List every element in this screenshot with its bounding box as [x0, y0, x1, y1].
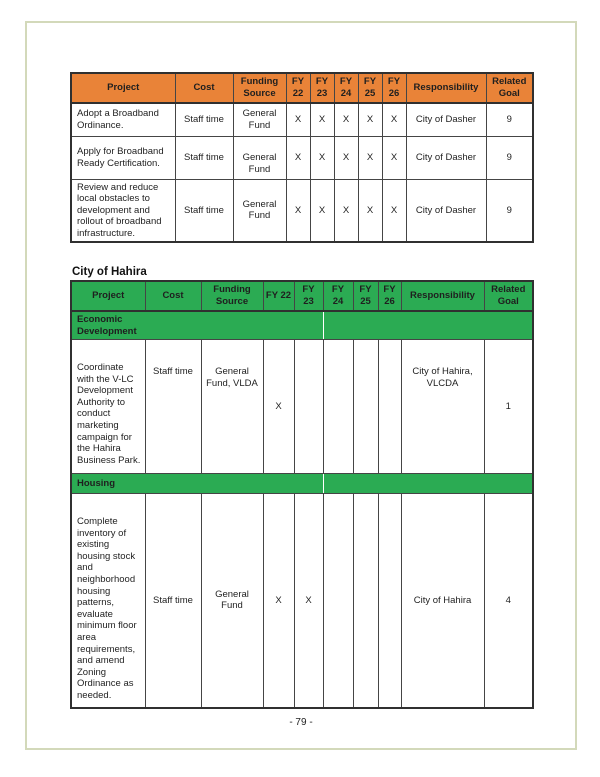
hahira-action-table	[70, 280, 534, 709]
fy22-cell: X	[263, 340, 294, 474]
cost-cell: Staff time	[145, 494, 201, 708]
cost-cell: Staff time	[175, 136, 233, 179]
column-header-fy26: FY 26	[378, 281, 401, 311]
table-row	[71, 179, 533, 242]
cost-cell: Staff time	[175, 179, 233, 242]
hahira-header-row	[71, 281, 533, 311]
fy26-cell: X	[382, 136, 406, 179]
column-header-fy22: FY 22	[286, 73, 310, 103]
fy22-cell: X	[286, 103, 310, 136]
fy25-cell	[353, 494, 378, 708]
column-header-cost: Cost	[175, 73, 233, 103]
column-header-fy22: FY 22	[263, 281, 294, 311]
table-row	[71, 340, 533, 474]
related-goal-cell: 1	[484, 340, 533, 474]
fy25-cell: X	[358, 103, 382, 136]
fy23-cell: X	[310, 136, 334, 179]
section-filler-cell	[323, 474, 533, 494]
fy26-cell: X	[382, 103, 406, 136]
fy23-cell: X	[294, 494, 323, 708]
column-header-related-goal: Related Goal	[484, 281, 533, 311]
fy24-cell	[323, 340, 353, 474]
fy22-cell: X	[263, 494, 294, 708]
section-heading-city-of-hahira: City of Hahira	[72, 266, 147, 278]
column-header-fy25: FY 25	[353, 281, 378, 311]
column-header-responsibility: Responsibility	[406, 73, 486, 103]
responsibility-cell: City of Hahira	[401, 494, 484, 708]
fy26-cell	[378, 494, 401, 708]
cost-cell: Staff time	[145, 340, 201, 474]
project-cell: Review and reduce local obstacles to development and rollout of broadband infrastructure.	[71, 179, 175, 242]
related-goal-cell: 9	[486, 179, 533, 242]
column-header-fy24: FY 24	[334, 73, 358, 103]
dasher-header-row	[71, 73, 533, 103]
fy25-cell: X	[358, 179, 382, 242]
project-cell: Coordinate with the V-LC Development Authority to conduct marketing campaign for the Hahira Business Park.	[71, 340, 145, 474]
column-header-fy24: FY 24	[323, 281, 353, 311]
section-filler-cell	[323, 311, 533, 340]
column-header-fy23: FY 23	[294, 281, 323, 311]
column-header-fy23: FY 23	[310, 73, 334, 103]
fy23-cell: X	[310, 179, 334, 242]
column-header-responsibility: Responsibility	[401, 281, 484, 311]
column-header-project: Project	[71, 281, 145, 311]
responsibility-cell: City of Dasher	[406, 136, 486, 179]
funding-cell: General Fund	[233, 103, 286, 136]
column-header-cost: Cost	[145, 281, 201, 311]
responsibility-cell: City of Dasher	[406, 103, 486, 136]
funding-cell: General Fund	[233, 179, 286, 242]
section-row-housing	[71, 474, 533, 494]
fy25-cell: X	[358, 136, 382, 179]
fy24-cell: X	[334, 103, 358, 136]
funding-cell: General Fund, VLDA	[201, 340, 263, 474]
project-cell: Complete inventory of existing housing stock and neighborhood housing patterns, evaluate minimum floor area requirements, and amend Zoning Ordinance as needed.	[71, 494, 145, 708]
column-header-project: Project	[71, 73, 175, 103]
table-row	[71, 494, 533, 708]
section-label: Housing	[77, 477, 115, 489]
page-number: - 79 -	[289, 717, 313, 728]
column-header-fy25: FY 25	[358, 73, 382, 103]
section-label: Economic Development	[77, 314, 137, 337]
funding-cell: General Fund	[201, 494, 263, 708]
column-header-related-goal: Related Goal	[486, 73, 533, 103]
fy24-cell	[323, 494, 353, 708]
column-header-funding-source: Funding Source	[201, 281, 263, 311]
related-goal-cell: 4	[484, 494, 533, 708]
related-goal-cell: 9	[486, 136, 533, 179]
table-row	[71, 136, 533, 179]
responsibility-cell: City of Dasher	[406, 179, 486, 242]
related-goal-cell: 9	[486, 103, 533, 136]
section-row-economic-development	[71, 311, 533, 340]
column-header-funding-source: Funding Source	[233, 73, 286, 103]
fy23-cell: X	[310, 103, 334, 136]
page-frame	[25, 21, 577, 750]
fy22-cell: X	[286, 179, 310, 242]
table-row	[71, 103, 533, 136]
funding-cell: General Fund	[233, 136, 286, 179]
cost-cell: Staff time	[175, 103, 233, 136]
fy26-cell	[378, 340, 401, 474]
section-label-cell	[71, 474, 323, 494]
section-label-cell	[71, 311, 323, 340]
fy25-cell	[353, 340, 378, 474]
dasher-action-table	[70, 72, 534, 243]
fy22-cell: X	[286, 136, 310, 179]
fy26-cell: X	[382, 179, 406, 242]
column-header-fy26: FY 26	[382, 73, 406, 103]
project-cell: Adopt a Broadband Ordinance.	[71, 103, 175, 136]
fy23-cell	[294, 340, 323, 474]
project-cell: Apply for Broadband Ready Certification.	[71, 136, 175, 179]
responsibility-cell: City of Hahira, VLCDA	[401, 340, 484, 474]
fy24-cell: X	[334, 179, 358, 242]
fy24-cell: X	[334, 136, 358, 179]
